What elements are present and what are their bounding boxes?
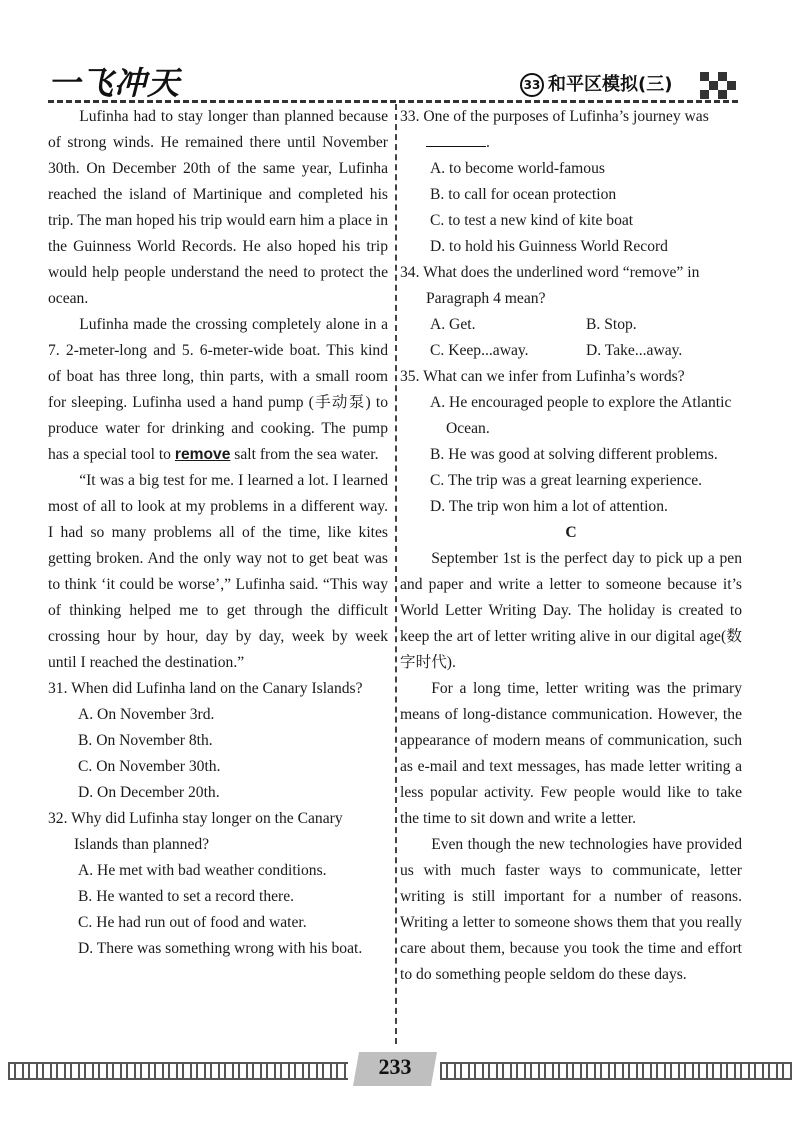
footer-border-right	[440, 1062, 792, 1080]
option: A. to become world-famous	[430, 160, 605, 177]
option: D. Take...away.	[586, 342, 683, 359]
paragraph: September 1st is the perfect day to pick up a pen and paper and write a letter to someone because it’s World Letter Writing Day. The holiday is created to keep the art of letter writing alive in our digital age(数字时代).	[400, 550, 742, 671]
section-number: 33	[520, 73, 544, 97]
option: B. He wanted to set a record there.	[78, 888, 295, 905]
paragraph: “It was a big test for me. I learned a lot. I learned most of all to look at my problems in a different way. I had so many problems all of the time, like kites getting broken. And the only way not to get beat was to think ‘it could be worse’,” Lufinha said. “This way of thinking helped me to get through the difficult crossing hour by hour, day by day, week by week until I reached the destination.”	[48, 472, 388, 671]
option: C. He had run out of food and water.	[78, 914, 307, 931]
left-column	[48, 104, 388, 962]
option: D. to hold his Guinness World Record	[430, 238, 668, 255]
paragraph	[48, 312, 388, 468]
option: B. He was good at solving different problems.	[430, 446, 718, 463]
option: A. On November 3rd.	[78, 706, 215, 723]
section-title: 和平区模拟(三)	[548, 74, 673, 95]
header-rule	[48, 100, 738, 103]
paragraph: Lufinha had to stay longer than planned because of strong winds. He remained there until November 30th. On December 20th of the same year, Lufinha reached the island of Martinique and completed his trip. The man hoped his trip would earn him a place in the Guinness World Records. He also hoped his trip would help people understand the need to protect the ocean.	[48, 108, 388, 307]
option-continuation: Ocean.	[446, 420, 490, 437]
brand-title: 一飞冲天	[48, 64, 181, 102]
option: C. to test a new kind of kite boat	[430, 212, 634, 229]
section-tag	[520, 70, 672, 97]
question-35: 35. What can we infer from Lufinha’s words?	[400, 368, 685, 385]
option: C. On November 30th.	[78, 758, 221, 775]
option: A. He met with bad weather conditions.	[78, 862, 327, 879]
option: A. Get.	[430, 316, 476, 333]
right-column	[400, 104, 742, 988]
option-row	[430, 338, 742, 364]
paragraph-text: Lufinha made the crossing completely alone in a 7. 2-meter-long and 5. 6-meter-wide boat. This kind of boat has three long, thin parts, with a small room for sleeping. Lufinha used a hand pump (手动泵) to produce water for drinking and cooking. The pump has a special tool to	[48, 316, 388, 463]
page-header	[0, 0, 800, 112]
paragraph-text: salt from the sea water.	[230, 446, 379, 463]
answer-blank	[426, 132, 486, 147]
page-footer	[0, 1052, 800, 1092]
checker-decoration	[700, 72, 736, 102]
option: C. Keep...away.	[430, 342, 529, 359]
footer-border-left	[8, 1062, 348, 1080]
question-31: 31. When did Lufinha land on the Canary Islands?	[48, 680, 363, 697]
question-34: 34. What does the underlined word “remove” in Paragraph 4 mean?	[400, 264, 700, 307]
option: B. Stop.	[586, 316, 637, 333]
column-divider	[395, 104, 397, 1044]
option-row	[430, 312, 742, 338]
option: D. The trip won him a lot of attention.	[430, 498, 668, 515]
option: A. He encouraged people to explore the Atlantic	[430, 394, 732, 411]
question-end: .	[486, 134, 490, 151]
paragraph: For a long time, letter writing was the primary means of long-distance communication. However, the appearance of modern means of communication, such as e-mail and text messages, has made letter writing a less popular activity. Few people would like to take the time to sit down and write a letter.	[400, 680, 742, 827]
section-label: C	[565, 524, 577, 541]
underlined-word: remove	[174, 446, 231, 463]
option: D. On December 20th.	[78, 784, 220, 801]
option: D. There was something wrong with his boat.	[78, 940, 363, 957]
paragraph: Even though the new technologies have provided us with much faster ways to communicate, letter writing is still important for a number of reasons. Writing a letter to someone shows them that you really care about them, because you took the time and effort to do something people seldom do these days.	[400, 836, 742, 983]
option: C. The trip was a great learning experience.	[430, 472, 703, 489]
option: B. On November 8th.	[78, 732, 213, 749]
question-32: 32. Why did Lufinha stay longer on the Canary Islands than planned?	[48, 810, 343, 853]
question-33	[400, 104, 742, 156]
question-text: 33. One of the purposes of Lufinha’s journey was	[400, 108, 709, 125]
option: B. to call for ocean protection	[430, 186, 617, 203]
page-number: 233	[378, 1054, 412, 1079]
